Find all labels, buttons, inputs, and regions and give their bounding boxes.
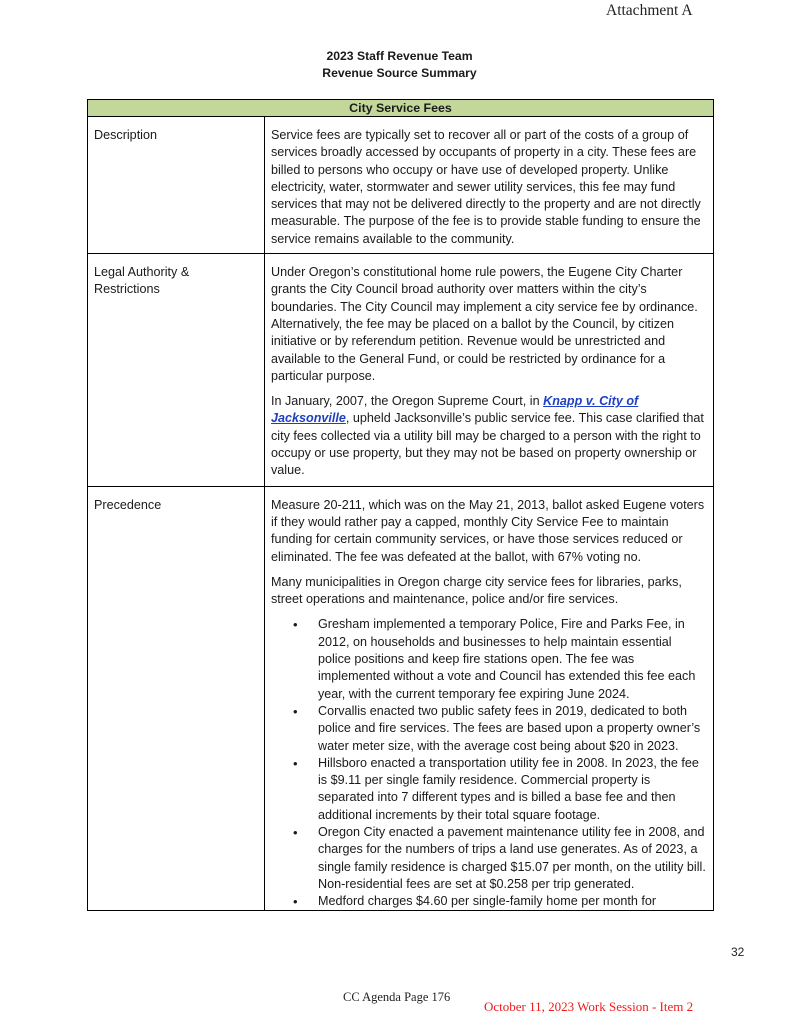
section-header-row <box>88 100 714 117</box>
row-label-text: Legal Authority & Restrictions <box>94 265 190 297</box>
row-label: Precedence <box>88 486 265 911</box>
row-label: Description <box>88 117 265 254</box>
case-text-before: In January, 2007, the Oregon Supreme Court, in <box>271 394 544 409</box>
page-number: 32 <box>731 945 745 959</box>
legal-authority-paragraph: Under Oregon’s constitutional home rule powers, the Eugene City Charter grants the City Council broad authority over matters within the city’s boundaries. The City Council may implement a city service fee by ordinance. Alternatively, the fee may be placed on a ballot by the Council, by citizen initiative or by referendum petition. Revenue would be unrestricted and available to the General Fund, or could be restricted by ordinance for a particular purpose. <box>271 265 698 383</box>
table-row-precedence <box>88 486 714 911</box>
document-title <box>0 48 800 82</box>
precedence-paragraph: Measure 20-211, which was on the May 21, 2013, ballot asked Eugene voters if they would rather pay a capped, monthly City Service Fee to maintain funding for certain community services, or have those services reduced or eliminated. The fee was defeated at the ballot, with 67% voting no. <box>271 497 705 564</box>
row-content <box>265 254 714 487</box>
revenue-summary-table <box>87 99 714 911</box>
list-item: • Corvallis enacted two public safety fees in 2019, dedicated to both police and fire services. The fees are based upon a property owner’s water meter size, with the average cost being about $20 in 2023. <box>318 703 706 755</box>
list-item: • Gresham implemented a temporary Police, Fire and Parks Fee, in 2012, on households and businesses to help maintain essential police positions and keep fire stations open. The fee was implemented without a vote and Council has extended this fee each year, with the current temporary fee expiring June 2024. <box>318 616 706 702</box>
list-item: • Oregon City enacted a pavement maintenance utility fee in 2008, and charges for the numbers of trips a land use generates. As of 2023, a single family residence is charged $15.07 per month, on the utility bill. Non-residential fees are set at $0.258 per trip generated. <box>318 824 706 893</box>
precedence-paragraph: Many municipalities in Oregon charge city service fees for libraries, parks, street operations and maintenance, police and/or fire services. <box>271 574 682 607</box>
section-title: City Service Fees <box>88 100 714 117</box>
case-law-paragraph <box>271 393 706 479</box>
table-row-description <box>88 117 714 254</box>
row-content <box>265 486 714 911</box>
list-item: • Hillsboro enacted a transportation utility fee in 2008. In 2023, the fee is $9.11 per single family residence. Commercial property is separated into 7 different types and is billed a base fee and then additional increments by their total square footage. <box>318 755 706 824</box>
row-content <box>265 117 714 254</box>
row-label <box>88 254 265 487</box>
document-title-line-2: Revenue Source Summary <box>322 66 477 80</box>
work-session-label: October 11, 2023 Work Session - Item 2 <box>484 999 694 1014</box>
description-paragraph: Service fees are typically set to recover all or part of the costs of a group of services broadly accessed by occupants of property in a city. These fees are billed to persons who occupy or have use of developed property. Unlike electricity, water, stormwater and sewer utility services, this fee may fund services that may not be delivered directly to the property and are not directly measurable. The purpose of the fee is to provide stable funding to ensure the service remains available to the community. <box>271 128 701 246</box>
attachment-label: Attachment A <box>606 2 693 19</box>
case-link-knapp-v-jacksonville[interactable]: Knapp v. City of Jacksonville <box>271 394 639 426</box>
table-row-legal-authority <box>88 254 714 487</box>
agenda-page-label: CC Agenda Page 176 <box>343 990 451 1004</box>
list-item: • Medford charges $4.60 per single-family home per month for <box>318 893 706 910</box>
document-title-line-1: 2023 Staff Revenue Team <box>326 49 473 63</box>
case-text-after: , upheld Jacksonville’s public service fee. This case clarified that city fees collected via a utility bill may be charged to a person with the right to occupy or use property, but they may not be based on property ownership or value. <box>271 411 704 478</box>
municipality-examples-list <box>271 616 706 910</box>
